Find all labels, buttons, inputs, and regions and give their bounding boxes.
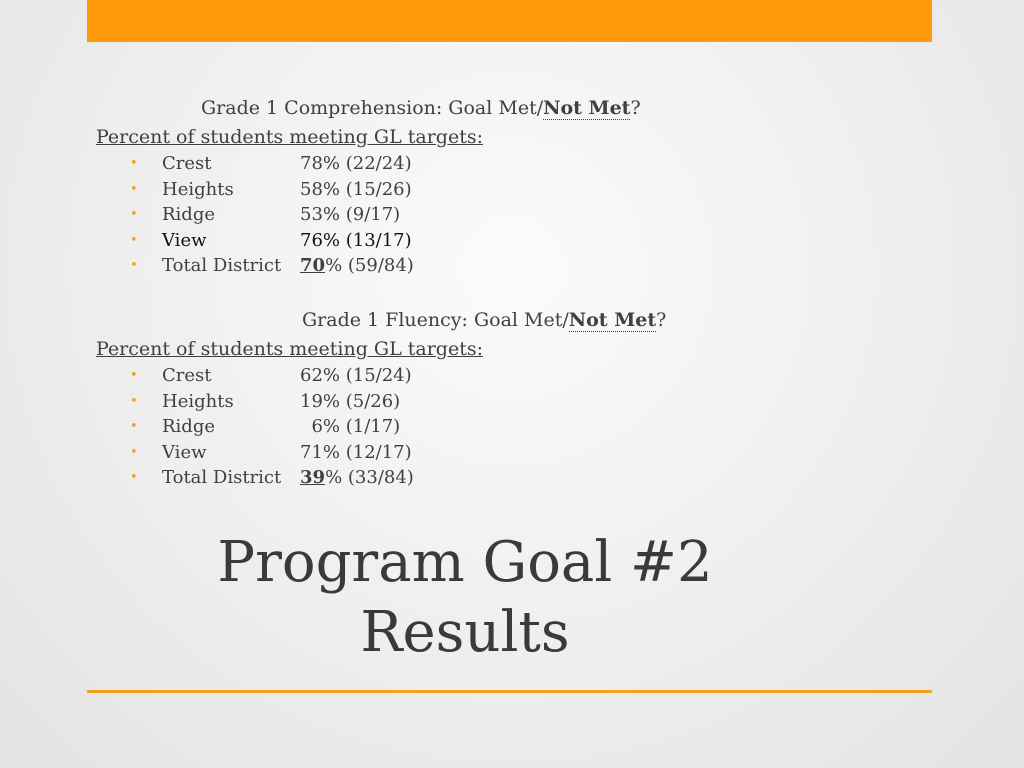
school-value: 58% (15/26): [300, 178, 412, 200]
bullet-icon: •: [130, 470, 138, 485]
total-value-rest: % (33/84): [325, 467, 414, 488]
total-value-bold: 70: [300, 255, 326, 276]
school-name: Crest: [162, 153, 212, 174]
school-name: Crest: [162, 365, 212, 386]
school-name: Heights: [162, 178, 234, 200]
school-name: Ridge: [162, 204, 216, 225]
school-value: 6% (1/17): [300, 416, 401, 437]
fluency-list: [130, 363, 414, 491]
bullet-icon: •: [130, 393, 138, 409]
top-accent-bar: [87, 0, 932, 42]
total-value-rest: % (59/84): [325, 255, 414, 276]
list-item: [130, 389, 414, 415]
school-value: 19% (5/26): [300, 390, 401, 412]
bullet-icon: •: [130, 207, 138, 222]
fluency-not-met: Not Met: [568, 309, 657, 331]
list-item: [130, 363, 414, 389]
fluency-title-prefix: Grade 1 Fluency: Goal Met/: [302, 309, 569, 331]
comprehension-title-suffix: ?: [630, 97, 641, 119]
list-item: [130, 465, 414, 491]
fluency-title-suffix: ?: [656, 309, 667, 331]
total-value-bold: 39: [300, 467, 326, 488]
school-value: 78% (22/24): [300, 153, 412, 174]
school-name: View: [162, 441, 207, 463]
school-name: Total District: [162, 467, 282, 488]
comprehension-list: [130, 151, 414, 279]
comprehension-title: [201, 96, 641, 120]
bullet-icon: •: [130, 181, 138, 197]
school-value: 71% (12/17): [300, 441, 412, 463]
bullet-icon: •: [130, 232, 138, 248]
list-item: [130, 440, 414, 466]
list-item: [130, 414, 414, 440]
bullet-icon: •: [130, 156, 138, 171]
comprehension-not-met: Not Met: [543, 97, 631, 119]
comprehension-title-prefix: Grade 1 Comprehension: Goal Met/: [201, 97, 544, 119]
school-name: Heights: [162, 390, 234, 412]
school-value: 76% (13/17): [300, 229, 412, 251]
list-item: [130, 228, 414, 254]
bottom-divider: [87, 690, 932, 693]
school-value: 53% (9/17): [300, 204, 401, 225]
list-item: [130, 202, 414, 228]
bullet-icon: •: [130, 444, 138, 460]
list-item: [130, 253, 414, 279]
list-item: [130, 177, 414, 203]
slide-title-line1: Program Goal #2: [217, 530, 713, 595]
slide-title-line2: Results: [360, 600, 570, 665]
bullet-icon: •: [130, 419, 138, 434]
bullet-icon: •: [130, 368, 138, 383]
school-name: Total District: [162, 255, 282, 276]
slide-title: [160, 528, 770, 668]
school-value: 62% (15/24): [300, 365, 412, 386]
fluency-subheading: Percent of students meeting GL targets:: [96, 338, 483, 360]
fluency-title: [302, 308, 666, 332]
school-name: Ridge: [162, 416, 216, 437]
list-item: [130, 151, 414, 177]
bullet-icon: •: [130, 258, 138, 273]
school-name: View: [162, 229, 207, 251]
comprehension-subheading: Percent of students meeting GL targets:: [96, 126, 483, 148]
